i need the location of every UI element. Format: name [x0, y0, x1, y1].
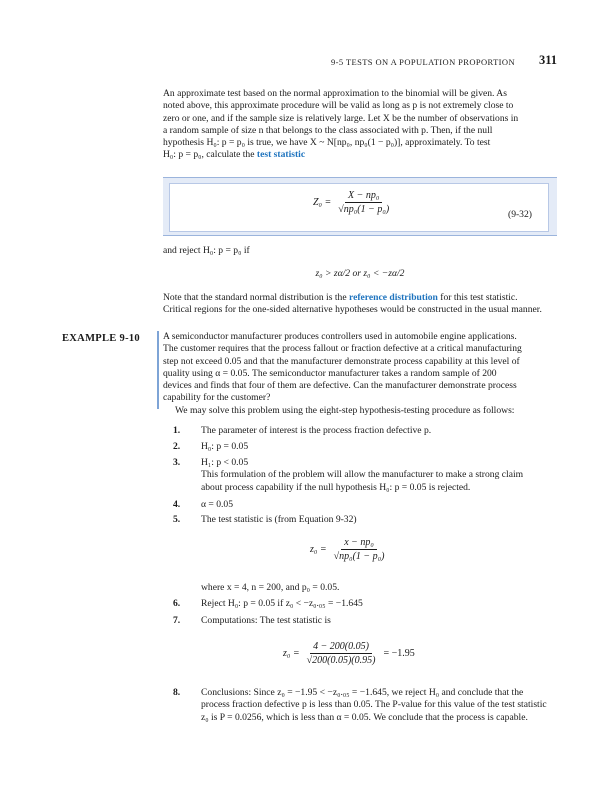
step-8-line: process fraction defective p is less than 0.05. The P-value for this value of the test statistic: [201, 699, 547, 711]
step-number: 2.: [173, 441, 181, 452]
step-number: 7.: [173, 615, 181, 626]
intro-line: a random sample of size n that belongs to the class associated with p. Then, if the null: [163, 124, 493, 136]
reject-text: and reject H₀: p = p₀ if: [163, 245, 250, 256]
step-8-line: Conclusions: Since z₀ = −1.95 < −z₀.₀₅ = −1.645, we reject H₀ and conclude that the: [201, 687, 524, 698]
equation-box-9-32: [163, 177, 557, 236]
fraction: [335, 190, 392, 215]
fraction-numerator: 4 − 200(0.05): [310, 641, 372, 654]
intro-line: An approximate test based on the normal approximation to the binomial will be given. As: [163, 88, 507, 99]
equation-step-5: [310, 537, 387, 562]
reject-condition: z₀ > zα/2 or z₀ < −zα/2: [315, 268, 405, 279]
example-line: The customer requires that the process fallout or fraction defective at a critical manufacturing: [163, 343, 522, 355]
fraction-denominator: √200(0.05)(0.95): [306, 655, 376, 666]
step-number: 4.: [173, 499, 181, 510]
intro-last-text: H₀: p = p₀, calculate the: [163, 149, 257, 161]
keyword-reference-distribution[interactable]: reference distribution: [348, 292, 438, 303]
fraction-numerator: x − np₀: [341, 537, 377, 550]
example-line: capability for the customer?: [163, 392, 271, 404]
step-where-text: where x = 4, n = 200, and p₀ = 0.05.: [201, 582, 340, 593]
note-line: [163, 292, 557, 304]
example-line: devices and finds that four of them are defective. Can the manufacturer demonstrate process: [163, 380, 517, 392]
equation-lhs: z₀ =: [310, 544, 327, 555]
note-prefix: Note that the standard normal distribution is the: [163, 292, 349, 303]
step-3-note-line: about process capability if the null hypothesis H₀: p = 0.05 is rejected.: [201, 481, 471, 493]
step-text: H₁: p < 0.05: [201, 457, 249, 468]
example-line: step not exceed 0.05 and that the manufacturer demonstrate process capability at this level of: [163, 355, 520, 367]
step-text: Reject H₀: p = 0.05 if z₀ < −z₀.₀₅ = −1.645: [201, 598, 363, 609]
step-text: Computations: The test statistic is: [201, 615, 331, 626]
intro-line: zero or one, and if the sample size is relatively large. Let X be the number of observations in: [163, 112, 519, 124]
running-header: [160, 52, 557, 72]
section-title: 9-5 TESTS ON A POPULATION PROPORTION: [331, 57, 515, 67]
step-number: 8.: [173, 687, 181, 698]
intro-line: hypothesis H₀: p = p₀ is true, we have X ~ N[np₀, np₀(1 − p₀)], approximately. To test: [163, 137, 491, 149]
step-text: The parameter of interest is the process fraction defective p.: [201, 425, 432, 436]
step-number: 5.: [173, 514, 181, 525]
note-paragraph: [163, 292, 557, 317]
example-line: quality using α = 0.05. The semiconductor manufacturer takes a random sample of 200: [163, 367, 497, 379]
step-text: α = 0.05: [201, 499, 234, 510]
note-suffix: for this test statistic.: [437, 292, 518, 303]
equation-lhs: z₀ =: [283, 648, 300, 659]
page-number: 311: [538, 53, 557, 67]
fraction: [331, 537, 388, 562]
intro-line: noted above, this approximate procedure will be valid as long as p is not extremely close to: [163, 100, 514, 112]
example-paragraph: [163, 331, 557, 417]
step-text: The test statistic is (from Equation 9-32): [201, 514, 357, 525]
equation-9-32: [313, 190, 392, 215]
step-number: 1.: [173, 425, 181, 436]
equation-box-inner: [169, 183, 549, 232]
step-number: 3.: [173, 457, 181, 468]
fraction-denominator: √np₀(1 − p₀): [338, 204, 390, 215]
equation-number: (9-32): [508, 209, 532, 220]
intro-paragraph: [163, 88, 557, 162]
equation-step-7: [283, 641, 415, 666]
note-line: Critical regions for the one-sided alternative hypotheses would be constructed in the usual manner.: [163, 304, 542, 316]
fraction-denominator: √np₀(1 − p₀): [333, 551, 385, 562]
keyword-test-statistic[interactable]: test statistic: [256, 149, 306, 161]
step-number: 6.: [173, 598, 181, 609]
example-label: EXAMPLE 9-10: [62, 333, 140, 344]
fraction-numerator: X − np₀: [345, 190, 382, 203]
example-margin-bar: [157, 331, 159, 409]
example-line: A semiconductor manufacturer produces controllers used in automobile engine applications.: [163, 331, 517, 342]
step-3-note-line: This formulation of the problem will allow the manufacturer to make a strong claim: [201, 469, 524, 481]
step-8-line: z₀ is P = 0.0256, which is less than α = 0.05. We conclude that the process is capable.: [201, 711, 528, 723]
step-text: H₀: p = 0.05: [201, 441, 249, 452]
fraction: [304, 641, 379, 666]
equation-lhs: Z₀ =: [313, 197, 332, 208]
procedure-intro: We may solve this problem using the eight-step hypothesis-testing procedure as follows:: [175, 404, 515, 416]
equation-result: = −1.95: [383, 648, 415, 659]
intro-line-last: [163, 149, 557, 161]
